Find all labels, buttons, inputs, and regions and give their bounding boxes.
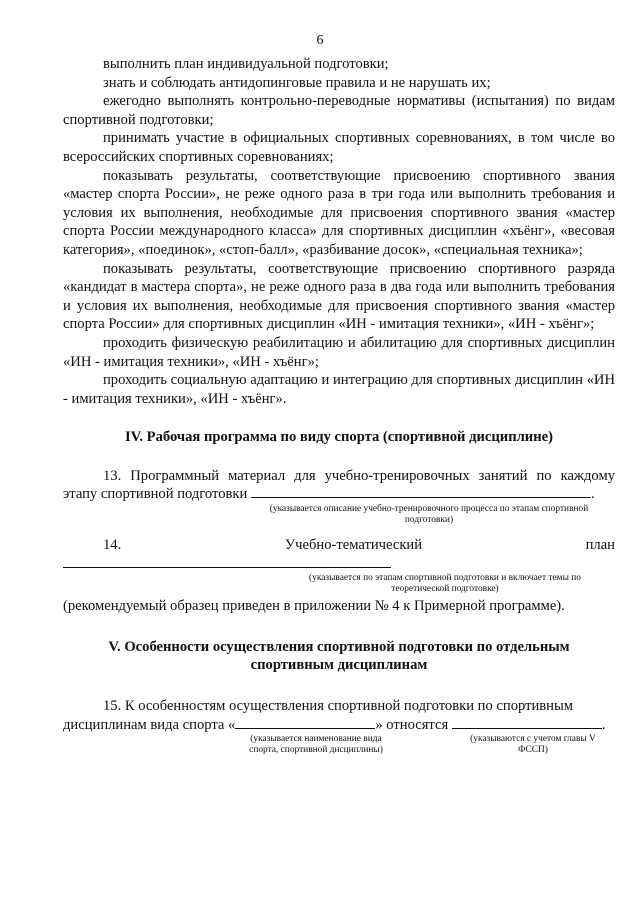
item-13-hint: (указывается описание учебно-тренировочного процесса по этапам спортивной подготовки) [269,504,589,526]
duty-item: принимать участие в официальных спортивных соревнованиях, в том числе во всероссийских спортивных соревнованиях; [63,130,615,165]
item-14-note: (рекомендуемый образец приведен в приложении № 4 к Примерной программе). [63,598,565,615]
item-15-hints [63,734,615,784]
item-14-text: 14. Учебно-тематический план [103,537,615,554]
features-blank [452,716,602,729]
page-number: 6 [316,33,324,48]
item-14 [63,536,615,573]
item-13: 13. Программный материал для учебно-тренировочных занятий по каждому этапу спортивной подготовки . [63,467,615,503]
section-4-title: IV. Рабочая программа по виду спорта (спортивной дисциплине) [125,429,553,446]
item-13-text: 13. Программный материал для учебно-тренировочных занятий по каждому этапу спортивной подготовки [63,467,615,503]
duty-item: показывать результаты, соответствующие присвоению спортивного звания «мастер спорта России», не реже одного раза в три года или выполнить требования и условия их выполнения, необходимые для присвоения спортивного звания «мастер спорта России международного класса» для спортивных дисциплин «хъёнг», «весовая категория», «поединок», «стоп-балл», «разбивание досок», «специальная техника»; [63,167,615,258]
duty-item: проходить физическую реабилитацию и абилитацию для спортивных дисциплин «ИН - имитация техники», «ИН - хъёнг»; [63,334,615,370]
section-5-title-line1: V. Особенности осуществления спортивной подготовки по отдельным [108,638,570,655]
duty-item: показывать результаты, соответствующие присвоению спортивного разряда «кандидат в мастера спорта», не реже одного раза в два года или выполнить требования и условия их выполнения, необходимые для присвоения спортивного звания «мастер спорта России» для спортивных дисциплин «ИН - имитация техники», «ИН - хъёнг»; [63,260,615,333]
duty-item: выполнить план индивидуальной подготовки; [103,56,389,72]
item-15-hint-right: (указываются с учетом главы V ФССП) [470,734,596,756]
item-15-line1: 15. К особенностям осуществления спортивной подготовки по спортивным [103,698,574,715]
document-body [63,55,615,784]
item-15-part-a: дисциплинам вида спорта « [63,716,236,733]
item-14-hint: (указывается по этапам спортивной подготовки и включает темы по теоретической подготовке) [309,573,581,595]
item-14-blank [63,555,391,568]
section-5-title [63,638,615,675]
section-5-title-line2: спортивным дисциплинам [250,657,428,674]
duty-item: ежегодно выполнять контрольно-переводные нормативы (испытания) по видам спортивной подготовки; [63,93,615,128]
item-15-part-b: » относятся [375,716,449,733]
duty-item: проходить социальную адаптацию и интеграцию для спортивных дисциплин «ИН - имитация техники», «ИН - хъёнг». [63,372,615,407]
sport-name-blank [235,716,375,729]
item-15-line2: дисциплинам вида спорта « » относятся . [63,716,606,733]
duty-item: знать и соблюдать антидопинговые правила и не нарушать их; [103,74,491,91]
item-13-blank [251,485,591,498]
item-15-hint-left: (указывается наименование вида спорта, спортивной дисциплины) [249,734,383,756]
